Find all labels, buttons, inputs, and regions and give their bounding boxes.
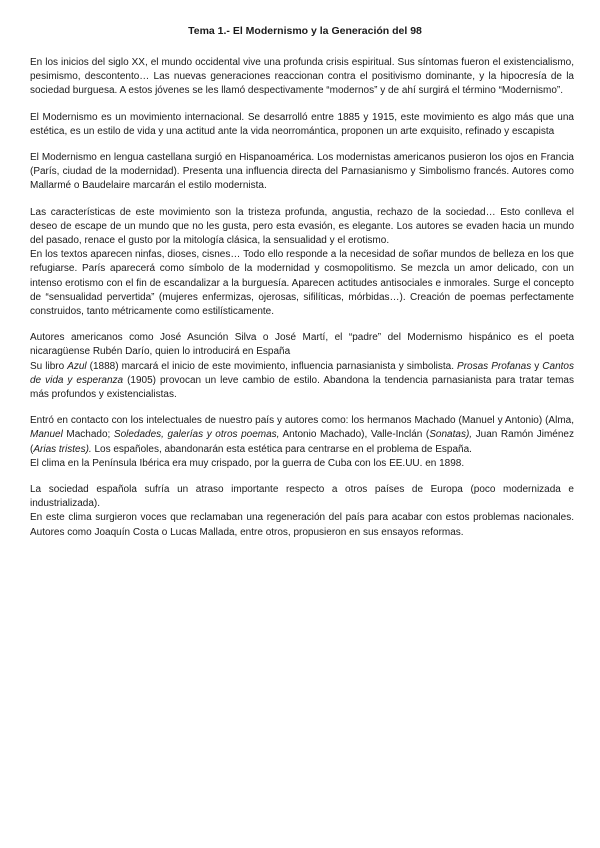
- text-run: Juan Ramón Jiménez (: [30, 429, 574, 455]
- paragraph-line: [30, 360, 574, 403]
- book-title-prosas-profanas: Prosas Profanas: [457, 360, 532, 372]
- book-title-arias-tristes: Arias tristes).: [33, 443, 92, 455]
- paragraph-caracteristicas: [30, 206, 574, 320]
- paragraph-sociedad: [30, 483, 574, 540]
- paragraph-line: En los inicios del siglo XX, el mundo occidental vive una profunda crisis espiritual. Sus síntomas fueron el existencialismo, pesimismo, descontento… Las nuevas generaciones reaccionan contra el positivismo dominante, y la hipocresía de la sociedad burguesa. A estos jóvenes se les llamó despectivamente “modernos” y de ahí surgirá el término “Modernismo”.: [30, 57, 574, 97]
- text-run: (1888) marcará el inicio de este movimiento, influencia parnasianista y simbolista.: [86, 360, 458, 372]
- book-title-cantos: Cantos de vida y esperanza: [30, 360, 574, 386]
- text-run: Machado;: [62, 429, 114, 441]
- paragraph-line: Las características de este movimiento son la tristeza profunda, angustia, rechazo de la sociedad… Esto conlleva el deseo de escape de un mundo que no les gusta, pero esta evasión, es elegante. Los autores se evaden hacia un mundo del pasado, renace el gusto por la mitología clásica, la sensualidad y el erotismo.: [30, 206, 574, 247]
- text-run: Antonio Machado), Valle-Inclán (: [279, 429, 430, 441]
- text-run: y: [531, 360, 543, 372]
- page-title: Tema 1.- El Modernismo y la Generación del 98: [188, 25, 422, 37]
- paragraph-line: El Modernismo en lengua castellana surgió en Hispanoamérica. Los modernistas americanos pusieron los ojos en Francia (París, ciudad de la modernidad). Presenta una influencia directa del Parnasianismo y Simbolismo francés. Autores como Mallarmé o Baudelaire marcarán el estilo modernista.: [30, 152, 574, 192]
- book-title-sonatas: Sonatas),: [429, 429, 473, 441]
- paragraph-line: [30, 414, 574, 457]
- paragraph-line: La sociedad española sufría un atraso importante respecto a otros países de Europa (poco modernizada e industrializada).: [30, 484, 574, 510]
- paragraph-modernismo: [30, 111, 574, 139]
- paragraph-line: En los textos aparecen ninfas, dioses, cisnes… Todo ello responde a la necesidad de soñar mundos de belleza en los que refugiarse. París aparecerá como símbolo de la modernidad y cosmopolitismo. Se mezcla un amor delicado, con un intenso erotismo con el fin de escandalizar a la burguesía. Aparecen actitudes antisociales e inmorales. Surge el concepto de “sensualidad pervertida” (mujeres enfermizas, ojerosas, sifilíticas, mórbidas…). Creación de poemas perfectamente construidos, tanto métricamente como estilísticamente.: [30, 249, 574, 318]
- paragraph-intro: [30, 56, 574, 99]
- name-manuel: Manuel: [30, 429, 63, 441]
- text-run: Entró en contacto con los intelectuales de nuestro país y autores como: los hermanos Machado (Manuel y Antonio) (Alma,: [30, 415, 574, 427]
- text-run: Los españoles, abandonarán esta estética para centrarse en el problema de España.: [91, 443, 472, 455]
- paragraph-line: El Modernismo es un movimiento internacional. Se desarrolló entre 1885 y 1915, este movimiento es algo más que una estética, es un estilo de vida y una actitud ante la vida neorromántica, proponen un arte exquisito, refinado y escapista: [30, 111, 574, 137]
- text-run: (1905) provocan un leve cambio de estilo. Abandona la tendencia parnasianista para tratar temas más profundos y existencialistas.: [30, 374, 574, 401]
- paragraph-contacto: [30, 414, 574, 471]
- paragraph-hispanoamerica: [30, 151, 574, 194]
- paragraph-line: El clima en la Península Ibérica era muy crispado, por la guerra de Cuba con los EE.UU. en 1898.: [30, 457, 465, 469]
- text-run: Su libro: [30, 360, 68, 372]
- document-page: [30, 24, 574, 552]
- paragraph-autores-americanos: [30, 331, 574, 402]
- book-title-azul: Azul: [67, 360, 87, 372]
- paragraph-line: En este clima surgieron voces que reclamaban una regeneración del país para acabar con estos problemas nacionales. Autores como Joaquín Costa o Lucas Mallada, entre otros, propusieron en sus ensayos reformas.: [30, 512, 574, 538]
- book-title-soledades: Soledades, galerías y otros poemas,: [113, 429, 280, 441]
- paragraph-line: Autores americanos como José Asunción Silva o José Martí, el “padre” del Modernismo hispánico es el poeta nicaragüense Rubén Darío, quien lo introducirá en España: [30, 332, 574, 358]
